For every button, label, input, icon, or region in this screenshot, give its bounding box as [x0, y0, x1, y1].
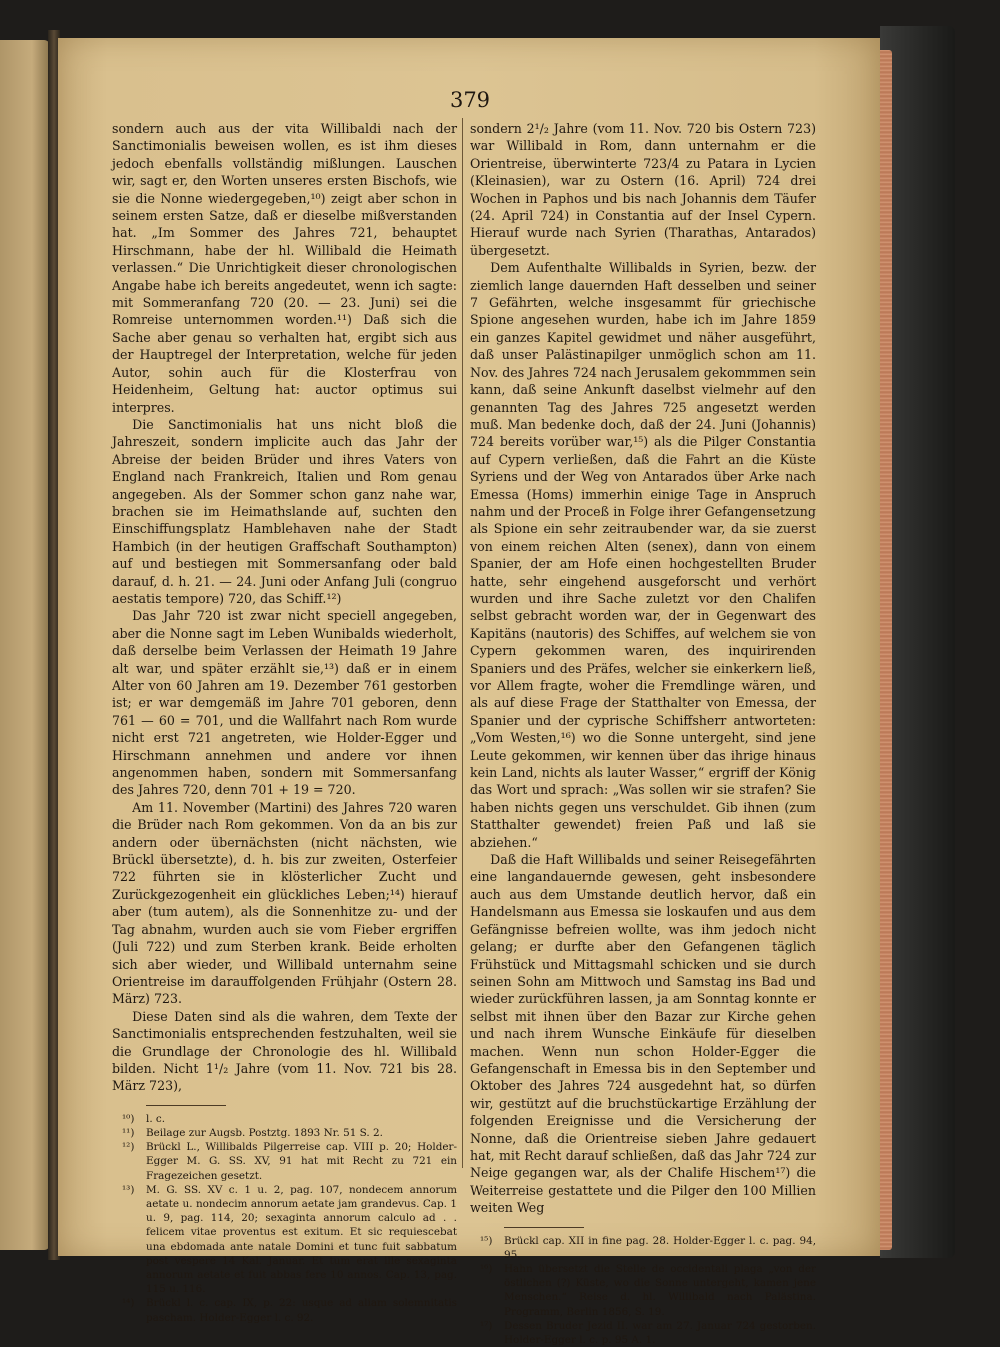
- footnote: [112, 1296, 457, 1324]
- footnote-text: Brückl L., Willibalds Pilgerreise cap. VIII p. 20; Holder-Egger M. G. SS. XV, 91 hat mit Recht zu 721 ein Fragezeichen gesetzt.: [146, 1141, 457, 1182]
- paragraph: Diese Daten sind als die wahren, dem Texte der Sanctimonialis entsprechenden festzuhalten, weil sie die Grundlage der Chronologie des hl. Willibald bilden. Nicht 1¹/₂ Jahre (vom 11. Nov. 721 bis 28. März 723),: [112, 1008, 457, 1094]
- paragraph: Dem Aufenthalte Willibalds in Syrien, bezw. der ziemlich lange dauernden Haft desselben und seiner 7 Gefährten, welche insgesammt für griechische Spione angesehen wurden, habe ich im Jahre 1859 ein ganzes Kapitel gewidmet und näher ausgeführt, daß unser Palästinapilger unmöglich schon am 11. Nov. des Jahres 724 nach Jerusalem gekommmen sein kann, daß seine Ankunft daselbst vielmehr auf den genannten Tag des Jahres 725 angesetzt werden muß. Man bedenke doch, daß der 24. Juni (Johannis) 724 bereits vorüber war,¹⁵) als die Pilger Constantia auf Cypern verließen, daß die Fahrt an die Küste Syriens und der Weg von Antarados über Arke nach Emessa (Homs) immerhin einige Tage in Anspruch nahm und der Proceß in Folge ihrer Gefangensetzung als Spione ein sehr zeitraubender war, da sie zuerst von einem reichen Alten (senex), dann von einem Spanier, der am Hofe einen hochgestellten Bruder hatte, sehr eingehend ausgeforscht und verhört wurden und ihre Sache zuletzt vor den Chalifen selbst gebracht worden war, der in Gegenwart des Kapitäns (nautoris) des Schiffes, auf welchem sie von Cypern gekommen waren, des inquirirenden Spaniers und des Präfes, welcher sie einkerkern ließ, vor Allem fragte, woher die Fremdlinge wären, und als auf diese Frage der Statthalter von Emessa, der Spanier und der cyprische Schiffsherr antworteten: „Vom Westen,¹⁶) wo die Sonne untergeht, sind jene Leute gekommen, wir kennen über das ihrige hinaus kein Land, nichts als lauter Wasser,“ ergriff der König das Wort und sprach: „Was sollen wir sie strafen? Sie haben nichts gegen uns verschuldet. Gib ihnen (zum Statthalter gewendet) freien Paß und laß sie abziehen.“: [470, 260, 816, 850]
- paragraph: sondern auch aus der vita Willibaldi nach der Sanctimonialis beweisen wollen, es ist ihm dieses jedoch ebenfalls vollständig mißlungen. Lauschen wir, sagt er, den Worten unseres ersten Bischofs, wie sie die Nonne wiedergegeben,¹⁰) zeigt aber schon in seinem ersten Satze, daß er dieselbe mißverstanden hat. „Im Sommer des Jahres 721, behauptet Hirschmann, habe der hl. Willibald die Heimath verlassen.“ Die Unrichtigkeit dieser chronologischen Angabe habe ich bereits angedeutet, wenn ich sagte: mit Sommeranfang 720 (20. — 23. Juni) sei die Romreise unternommen worden.¹¹) Daß sich die Sache aber genau so verhalten hat, ergibt sich aus der Hauptregel der Interpretation, welche für jeden Autor, sohin auch für die Klosterfrau von Heidenheim, Geltung hat: auctor optimus sui interpres.: [112, 121, 457, 415]
- paragraph: Das Jahr 720 ist zwar nicht speciell angegeben, aber die Nonne sagt im Leben Wunibalds wiederholt, daß derselbe beim Verlassen der Heimath 19 Jahre alt war, und später erzählt sie,¹³) daß er in einem Alter von 60 Jahren am 19. Dezember 761 gestorben ist; er war demgemäß im Jahre 701 geboren, denn 761 — 60 = 701, und die Wallfahrt nach Rom wurde nicht erst 721 angetreten, wie Holder-Egger und Hirschmann annehmen und andere vor ihnen angenommen haben, sondern mit Sommersanfang des Jahres 720, denn 701 + 19 = 720.: [112, 608, 457, 798]
- paragraph: Die Sanctimonialis hat uns nicht bloß die Jahreszeit, sondern implicite auch das Jahr der Abreise der beiden Brüder und ihres Vaters von England nach Frankreich, Italien und Rom genau angegeben. Als der Sommer schon ganz nahe war, brachen sie im Heimathslande auf, suchten den Einschiffungsplatz Hamblehaven nahe der Stadt Hambich (in der heutigen Graffschaft Southampton) auf und bestiegen mit Sommersanfang oder bald darauf, d. h. 21. — 24. Juni oder Anfang Juli (congruo aestatis tempore) 720, das Schiff.¹²): [112, 416, 457, 606]
- footnote: [112, 1126, 457, 1140]
- footnote: [112, 1140, 457, 1183]
- footnote: [112, 1183, 457, 1297]
- page-number: 379: [449, 88, 491, 112]
- footnote-number: ¹⁴): [122, 1297, 135, 1310]
- footnote-number: ¹¹): [122, 1126, 135, 1139]
- previous-page-edge: [0, 40, 50, 1250]
- footnote-text: Brückl l. c. cap. IX, p. 22: usque ad aliam solemnitatis pascham. Holder-Egger l. c. 92.: [146, 1297, 457, 1324]
- footnote-number: ¹⁶): [480, 1263, 493, 1275]
- footnote: [470, 1262, 816, 1319]
- paragraph: Daß die Haft Willibalds und seiner Reisegefährten eine langandauernde gewesen, geht insbesondere auch aus dem Umstande deutlich hervor, daß ein Handelsmann aus Emessa sie loskaufen und aus dem Gefängnisse befreien wollte, was ihm jedoch nicht gelang; er durfte aber den Gefangenen täglich Frühstück und Mittagsmahl schicken und sie durch seinen Sohn am Mittwoch und Samstag ins Bad und wieder zurückführen lassen, ja am Sonntag konnte er selbst mit ihnen über den Bazar zur Kirche gehen und nach ihrem Wunsche Einkäufe für dieselben machen. Wenn nun schon Holder-Egger die Gefangenschaft in Emessa bis in den September und Oktober des Jahres 724 ausgedehnt hat, so dürfen wir, gestützt auf die bruchstückartige Erzählung der folgenden Ereignisse und die Versicherung der Nonne, daß die Orientreise sieben Jahre gedauert hat, mit Recht darauf schließen, daß das Jahr 724 zur Neige gegangen war, als der Chalife Hischem¹⁷) die Weiterreise gestattete und die Pilger den 100 Millien weiten Weg: [470, 852, 816, 1216]
- right-column: [470, 120, 816, 1347]
- footnote-text: l. c.: [146, 1112, 166, 1125]
- footnotes: [470, 1234, 816, 1347]
- footnotes: [112, 1112, 457, 1325]
- footnote-rule: [504, 1227, 584, 1228]
- footnote-number: ¹³): [122, 1183, 135, 1196]
- left-column: [112, 120, 457, 1325]
- footnote-number: ¹⁰): [122, 1112, 135, 1125]
- footnote-text: Hahn übersetzt die Stelle de occidentali plaga „von der östlichen (?) Küste, wo die Sonne untergeht, kamen jene Menschen.“ Reise d. hl. Willibald nach Palästina. Programm, Berlin 1856, S. 19.: [504, 1263, 816, 1318]
- footnote-text: Brückl cap. XII in fine pag. 28. Holder-Egger l. c. pag. 94, 95.: [504, 1234, 816, 1261]
- footnote-number: ¹⁵): [480, 1234, 493, 1247]
- paragraph: sondern 2¹/₂ Jahre (vom 11. Nov. 720 bis Ostern 723) war Willibald in Rom, dann unternahm er die Orientreise, überwinterte 723/4 zu Patara in Lycien (Kleinasien), war zu Ostern (16. April) 724 drei Wochen in Paphos und bis nach Johannis dem Täufer (24. April 724) in Constantia auf der Insel Cypern. Hierauf wurde nach Syrien (Tharathas, Antarados) übergesetzt.: [470, 121, 816, 258]
- footnote: [112, 1112, 457, 1126]
- footnote-text: Beilage zur Augsb. Postztg. 1893 Nr. 51 S. 2.: [146, 1126, 383, 1139]
- footnote-number: ¹⁷): [480, 1319, 493, 1332]
- footnote-rule: [146, 1105, 226, 1106]
- footnote-text: Dessen Bruder Jezid II. war am 27. Januar 724 gestorben. Holder-Egger l. c. p. 95 A. 1.: [504, 1319, 816, 1347]
- footnote: [470, 1234, 816, 1262]
- footnote: [470, 1319, 816, 1347]
- column-divider: [462, 118, 463, 1168]
- footnote-text: M. G. SS. XV c. 1 u. 2, pag. 107, nondecem annorum aetate u. nondecim annorum aetate jam grandevus. Cap. 1 u. 9, pag. 114, 20; sexaginta annorum calculo ad . . felicem vitae proventus est exitum. Et sic requiescebat una ebdomada ante natale Domini et tunc fuit sabbatum post vespere 14 Kal. Januar. Et tum erat ille sexaginta annorum aetate et fuit abbas fere 10 annos. Cap. 13, pag. 115 u. 116.: [146, 1183, 457, 1296]
- footnote-number: ¹²): [122, 1141, 135, 1154]
- paragraph: Am 11. November (Martini) des Jahres 720 waren die Brüder nach Rom gekommen. Von da an bis zur andern oder übernächsten (nicht nächsten, wie Brückl übersetzte), d. h. bis zur zweiten, Osterfeier 722 führten sie in klösterlicher Zucht und Zurückgezogenheit ein glückliches Leben;¹⁴) hierauf aber (tum autem), als die Sonnenhitze zu- und der Tag abnahm, wurden auch sie vom Fieber ergriffen (Juli 722) und zum Sterben krank. Beide erholten sich aber wieder, und Willibald unternahm seine Orientreise im darauffolgenden Frühjahr (Ostern 28. März) 723.: [112, 799, 457, 1007]
